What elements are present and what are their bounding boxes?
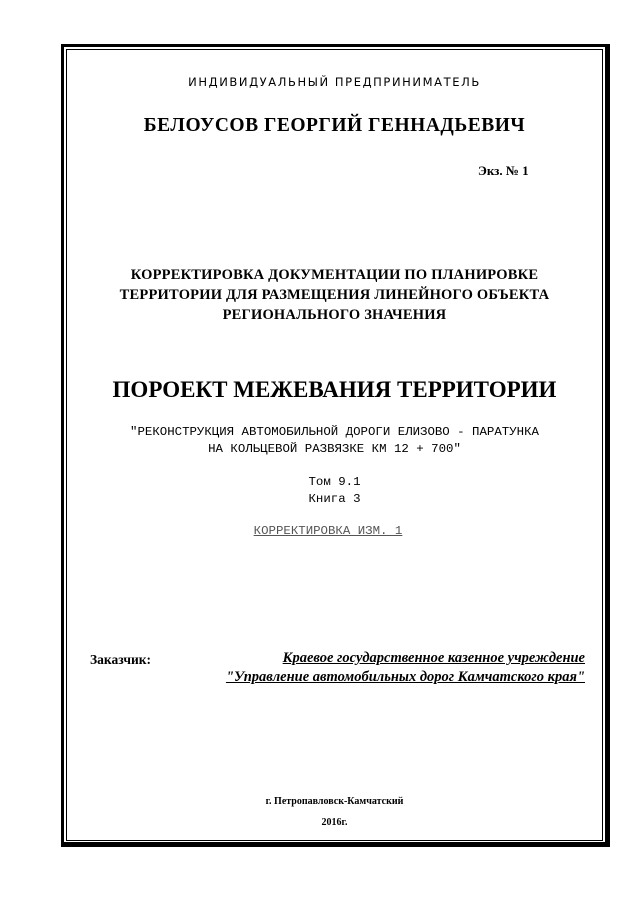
client-label: Заказчик: xyxy=(90,652,152,667)
city: г. Петропавловск-Камчатский xyxy=(265,796,404,807)
object-name xyxy=(66,424,603,458)
subject-line: КОРРЕКТИРОВКА ДОКУМЕНТАЦИИ ПО ПЛАНИРОВКЕ xyxy=(130,267,539,283)
volume-info xyxy=(66,474,603,508)
subject-line: РЕГИОНАЛЬНОГО ЗНАЧЕНИЯ xyxy=(222,307,447,323)
organization-type: ИНДИВИДУАЛЬНЫЙ ПРЕДПРИНИМАТЕЛЬ xyxy=(188,75,481,89)
subject-line: ТЕРРИТОРИИ ДЛЯ РАЗМЕЩЕНИЯ ЛИНЕЙНОГО ОБЪЕКТА xyxy=(119,287,550,303)
client-name-line1: Краевое государственное казенное учреждение xyxy=(282,650,585,666)
book-number: Книга 3 xyxy=(308,492,361,506)
volume-number: Том 9.1 xyxy=(308,475,361,489)
revision-note: КОРРЕКТИРОВКА ИЗМ. 1 xyxy=(253,524,403,538)
copy-number: Экз. № 1 xyxy=(478,163,529,178)
document-subject xyxy=(66,265,603,325)
year: 2016г. xyxy=(321,817,348,828)
client-name-line2: "Управление автомобильных дорог Камчатского края" xyxy=(225,669,585,685)
contractor-name: БЕЛОУСОВ ГЕОРГИЙ ГЕННАДЬЕВИЧ xyxy=(143,115,526,136)
object-line: НА КОЛЬЦЕВОЙ РАЗВЯЗКЕ КМ 12 + 700" xyxy=(208,442,461,456)
document-title: ПОРОЕКТ МЕЖЕВАНИЯ ТЕРРИТОРИИ xyxy=(112,377,557,402)
object-line: "РЕКОНСТРУКЦИЯ АВТОМОБИЛЬНОЙ ДОРОГИ ЕЛИЗОВО - ПАРАТУНКА xyxy=(130,425,539,439)
